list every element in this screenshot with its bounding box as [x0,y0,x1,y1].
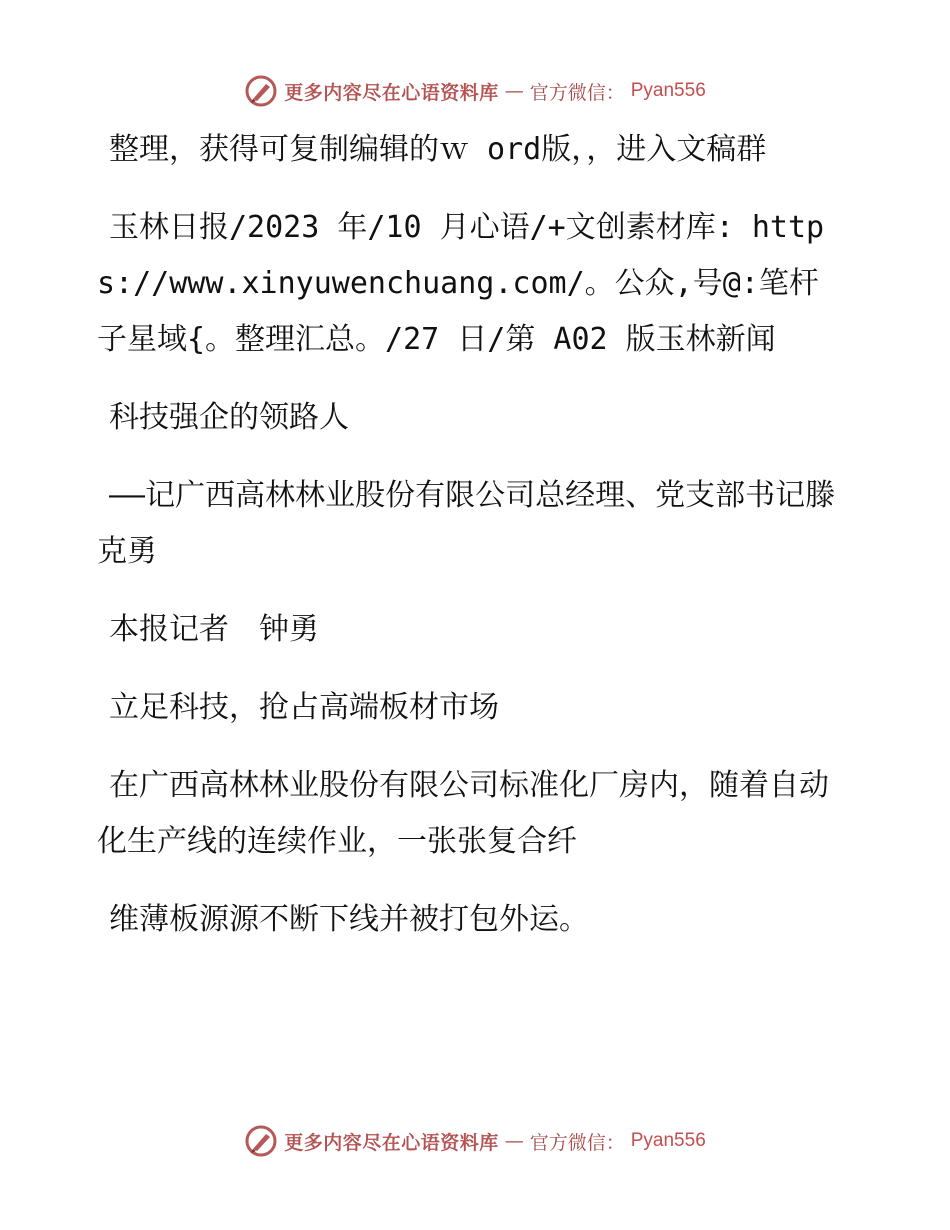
article-subtitle: ——记广西高林林业股份有限公司总经理、党支部书记滕克勇 [97,478,836,569]
watermark-handle: Pyan556 [630,1130,706,1151]
watermark-dash: — [504,80,524,102]
article-title: 科技强企的领路人 [109,400,349,435]
watermark-dash: — [504,1130,524,1152]
document-body [97,122,837,970]
watermark-footer [0,1124,950,1158]
watermark-header [0,74,950,108]
paragraph-intro: 整理，获得可复制编辑的ｗ ord版，，进入文稿群 [109,132,767,167]
pen-logo-icon [244,1124,278,1158]
paragraph-body-1: 在广西高林林业股份有限公司标准化厂房内，随着自动化生产线的连续作业，一张张复合纤 [97,768,829,859]
paragraph-body-2: 维薄板源源不断下线并被打包外运。 [109,902,589,937]
pen-logo-icon [244,74,278,108]
watermark-contact: 官方微信： [529,1131,625,1154]
section-heading: 立足科技，抢占高端板材市场 [109,690,499,725]
watermark-brand: 更多内容尽在心语资料库 [284,1131,499,1154]
watermark-contact: 官方微信： [529,81,625,104]
article-byline: 本报记者 钟勇 [109,612,319,647]
watermark-handle: Pyan556 [630,80,706,101]
paragraph-source: 玉林日报/2023 年/10 月心语/+文创素材库: https://www.xinyuwenchuang.com/。公众,号@:笔杆子星域{。整理汇总。/27 日/第 A02 版玉林新闻 [97,210,825,357]
watermark-brand: 更多内容尽在心语资料库 [284,81,499,104]
